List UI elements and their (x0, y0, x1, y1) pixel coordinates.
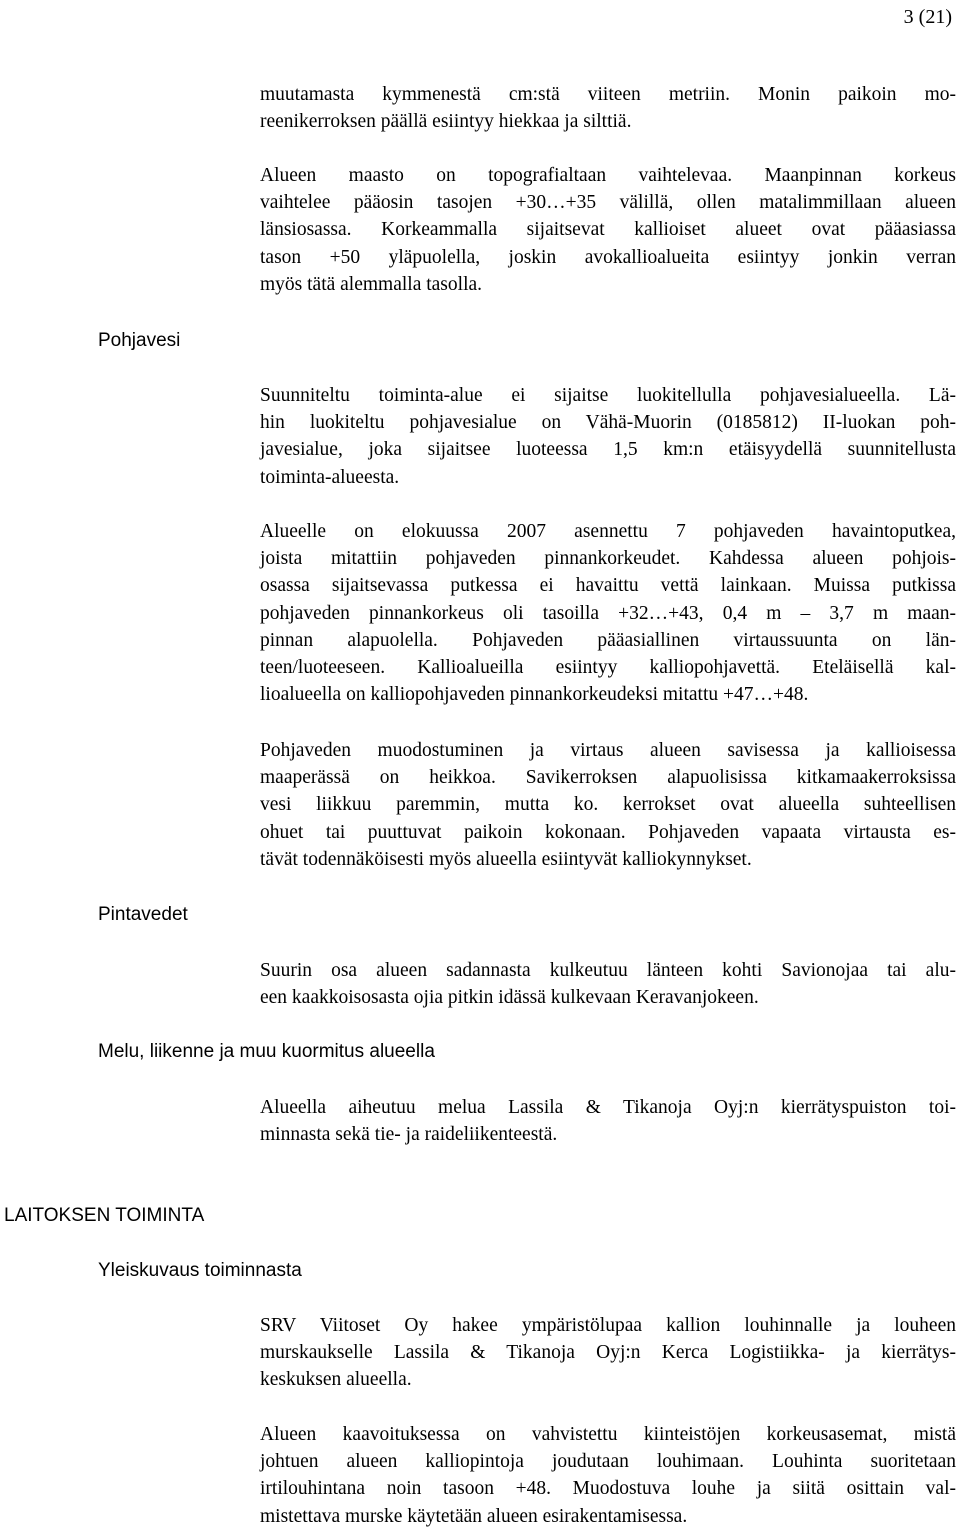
paragraph-pohjaveden-muodostuminen (260, 737, 956, 873)
text-line: lioalueella on kalliopohjaveden pinnankorkeudeksi mitattu +47…+48. (260, 684, 809, 706)
paragraph-sadanta (260, 957, 956, 1011)
text-line: javesialue, joka sijaitsee luoteessa 1,5 km:n etäisyydellä suunnitellusta (260, 439, 956, 461)
paragraph-ympäristölupa (260, 1312, 956, 1394)
heading-yleiskuvaus: Yleiskuvaus toiminnasta (98, 1260, 302, 1281)
text-line: länsiosassa. Korkeammalla sijaitsevat kallioiset alueet ovat pääasiassa (260, 219, 956, 241)
paragraph-pohjavesialue (260, 382, 956, 491)
text-line: murskaukselle Lassila & Tikanoja Oyj:n Kerca Logistiikka- ja kierrätys- (260, 1342, 956, 1364)
paragraph-maaperä (260, 81, 956, 135)
text-line: vaihtelee pääosin tasojen +30…+35 välillä, ollen matalimmillaan alueen (260, 192, 956, 214)
text-line: tävät todennäköisesti myös alueella esiintyvät kalliokynnykset. (260, 848, 752, 870)
page-number: 3 (21) (903, 6, 952, 28)
text-line: joista mitattiin pohjaveden pinnankorkeudet. Kahdessa alueen pohjois- (260, 548, 956, 570)
text-line: muutamasta kymmenestä cm:stä viiteen metriin. Monin paikoin mo- (260, 84, 956, 105)
text-line: Suurin osa alueen sadannasta kulkeutuu länteen kohti Savionojaa tai alu- (260, 960, 956, 981)
paragraph-havaintoputket (260, 518, 956, 708)
text-line: een kaakkoisosasta ojia pitkin idässä kulkevaan Keravanjokeen. (260, 987, 759, 1009)
text-line: maaperässä on heikkoa. Savikerroksen alapuolisissa kitkamaakerroksissa (260, 767, 956, 789)
text-line: reenikerroksen päällä esiintyy hiekkaa ja silttiä. (260, 111, 632, 133)
heading-pintavedet: Pintavedet (98, 904, 188, 925)
paragraph-maasto (260, 162, 956, 298)
heading-pohjavesi: Pohjavesi (98, 330, 181, 351)
paragraph-kaavoitus (260, 1421, 956, 1530)
heading-laitoksen-toiminta: LAITOKSEN TOIMINTA (4, 1205, 205, 1226)
text-line: keskuksen alueella. (260, 1369, 412, 1391)
text-line: pinnan alapuolella. Pohjaveden pääasiallinen virtaussuunta on län- (260, 629, 956, 651)
text-line: Alueen kaavoituksessa on vahvistettu kiinteistöjen korkeusasemat, mistä (260, 1424, 956, 1445)
paragraph-melu (260, 1094, 956, 1148)
text-line: teen/luoteeseen. Kallioalueilla esiintyy kalliopohjavettä. Eteläisellä kal- (260, 657, 956, 679)
text-line: minnasta sekä tie- ja raideliikenteestä. (260, 1124, 558, 1146)
text-line: tason +50 yläpuolella, joskin avokallioalueita esiintyy jonkin verran (260, 246, 956, 268)
text-line: Suunniteltu toiminta-alue ei sijaitse luokitellulla pohjavesialueella. Lä- (260, 385, 956, 406)
text-line: hin luokiteltu pohjavesialue on Vähä-Muorin (0185812) II-luokan poh- (260, 412, 956, 434)
text-line: toiminta-alueesta. (260, 466, 400, 488)
text-line: Alueelle on elokuussa 2007 asennettu 7 pohjaveden havaintoputkea, (260, 521, 956, 542)
text-line: SRV Viitoset Oy hakee ympäristölupaa kallion louhinnalle ja louheen (260, 1315, 956, 1336)
text-line: Alueella aiheutuu melua Lassila & Tikanoja Oyj:n kierrätyspuiston toi- (260, 1097, 956, 1118)
text-line: mistettava murske käytetään alueen esirakentamisessa. (260, 1505, 688, 1527)
text-line: ohuet tai puuttuvat paikoin kokonaan. Pohjaveden vapaata virtausta es- (260, 821, 956, 843)
text-line: Pohjaveden muodostuminen ja virtaus alueen savisessa ja kallioisessa (260, 740, 956, 761)
text-line: Alueen maasto on topografialtaan vaihtelevaa. Maanpinnan korkeus (260, 165, 956, 186)
heading-melu: Melu, liikenne ja muu kuormitus alueella (98, 1041, 435, 1062)
text-line: myös tätä alemmalla tasolla. (260, 273, 483, 295)
text-line: pohjaveden pinnankorkeus oli tasoilla +32…+43, 0,4 m – 3,7 m maan- (260, 602, 956, 624)
text-line: osassa sijaitsevassa putkessa ei havaittu vettä lainkaan. Muissa putkissa (260, 575, 956, 597)
text-line: vesi liikkuu paremmin, mutta ko. kerrokset ovat alueella suhteellisen (260, 794, 956, 816)
text-line: irtilouhintana noin tasoon +48. Muodostuva louhe ja siitä osittain val- (260, 1478, 956, 1500)
text-line: johtuen alueen kalliopintoja joudutaan louhimaan. Louhinta suoritetaan (260, 1451, 956, 1473)
